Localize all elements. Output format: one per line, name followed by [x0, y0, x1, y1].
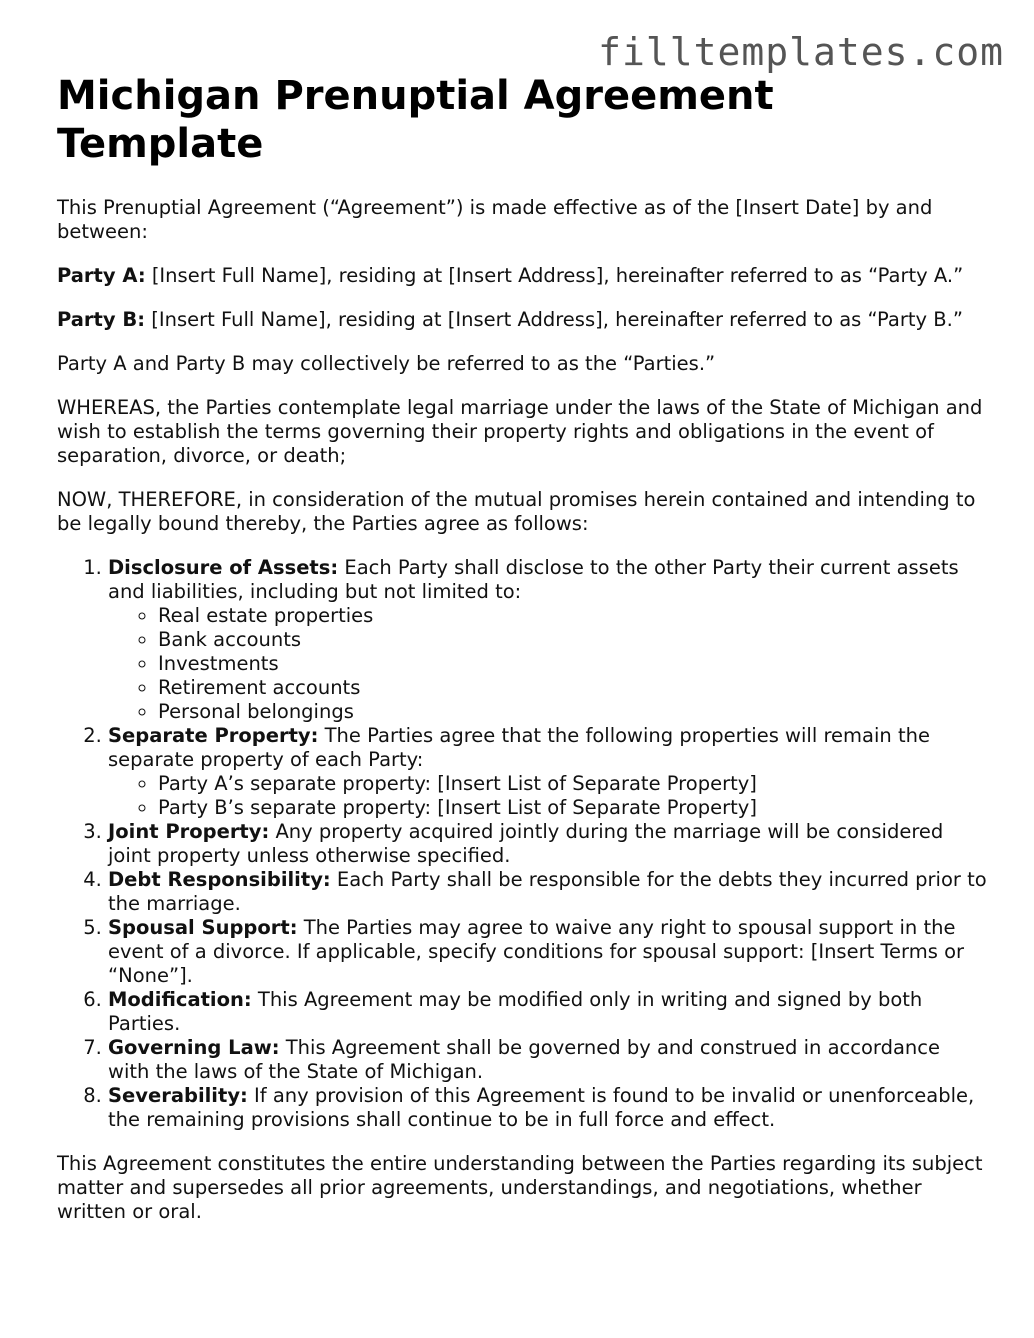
clause-text: Each Party shall be responsible for the debts they incurred prior to the marriage. [108, 868, 987, 915]
clause-heading: Disclosure of Assets: [108, 556, 339, 579]
asset-sublist [108, 604, 987, 724]
sublist-item: ◦ Party B’s separate property: [Insert List of Separate Property] [158, 796, 987, 820]
clause-heading: Governing Law: [108, 1036, 280, 1059]
clause-item [108, 724, 987, 820]
party-a-label: Party A: [57, 264, 146, 287]
whereas-paragraph: WHEREAS, the Parties contemplate legal marriage under the laws of the State of Michigan and wish to establish the terms governing their property rights and obligations in the event of separation, divorce, or death; [57, 396, 983, 467]
sublist-item: ◦ Retirement accounts [158, 676, 987, 700]
sublist-item: ◦ Real estate properties [158, 604, 987, 628]
clause-text: Each Party shall disclose to the other Party their current assets and liabilities, including but not limited to: [108, 556, 959, 603]
clause-heading: Severability: [108, 1084, 248, 1107]
clause-item [108, 868, 987, 916]
party-a-text: [Insert Full Name], residing at [Insert Address], hereinafter referred to as “Party A.” [151, 264, 964, 287]
clause-item [108, 988, 987, 1036]
clause-heading: Separate Property: [108, 724, 319, 747]
collective-paragraph: Party A and Party B may collectively be referred to as the “Parties.” [57, 352, 716, 375]
clause-text: If any provision of this Agreement is found to be invalid or unenforceable, the remaining provisions shall continue to be in full force and effect. [108, 1084, 975, 1131]
clause-heading: Joint Property: [108, 820, 270, 843]
party-a-paragraph [57, 264, 987, 288]
watermark-text: filltemplates.com [598, 30, 1004, 74]
clause-text: This Agreement shall be governed by and construed in accordance with the laws of the State of Michigan. [108, 1036, 940, 1083]
clause-text: Any property acquired jointly during the marriage will be considered joint property unless otherwise specified. [108, 820, 944, 867]
party-b-label: Party B: [57, 308, 146, 331]
separate-property-sublist [108, 772, 987, 820]
clause-heading: Modification: [108, 988, 252, 1011]
document-body [57, 72, 987, 1244]
now-therefore-paragraph: NOW, THEREFORE, in consideration of the mutual promises herein contained and intending to be legally bound thereby, the Parties agree as follows: [57, 488, 976, 535]
sublist-item: ◦ Investments [158, 652, 987, 676]
page-title: Michigan Prenuptial Agreement Template [57, 73, 774, 167]
party-b-paragraph [57, 308, 987, 332]
clause-item [108, 1084, 987, 1132]
sublist-item: ◦ Bank accounts [158, 628, 987, 652]
clause-heading: Debt Responsibility: [108, 868, 331, 891]
clause-heading: Spousal Support: [108, 916, 298, 939]
sublist-item: ◦ Personal belongings [158, 700, 987, 724]
clause-text: The Parties may agree to waive any right to spousal support in the event of a divorce. If applicable, specify conditions for spousal support: [Insert Terms or “None”]. [108, 916, 965, 987]
clause-text: The Parties agree that the following properties will remain the separate property of each Party: [108, 724, 930, 771]
party-b-text: [Insert Full Name], residing at [Insert Address], hereinafter referred to as “Party B.” [151, 308, 963, 331]
sublist-item: ◦ Party A’s separate property: [Insert List of Separate Property] [158, 772, 987, 796]
clause-item [108, 820, 987, 868]
clause-item [108, 916, 987, 988]
intro-paragraph: This Prenuptial Agreement (“Agreement”) is made effective as of the [Insert Date] by and between: [57, 196, 933, 243]
closing-paragraph: This Agreement constitutes the entire understanding between the Parties regarding its subject matter and supersedes all prior agreements, understandings, and negotiations, whether written or oral. [57, 1152, 983, 1223]
clause-item [108, 1036, 987, 1084]
clause-item [108, 556, 987, 724]
clause-text: This Agreement may be modified only in writing and signed by both Parties. [108, 988, 923, 1035]
clause-list [57, 556, 987, 1132]
